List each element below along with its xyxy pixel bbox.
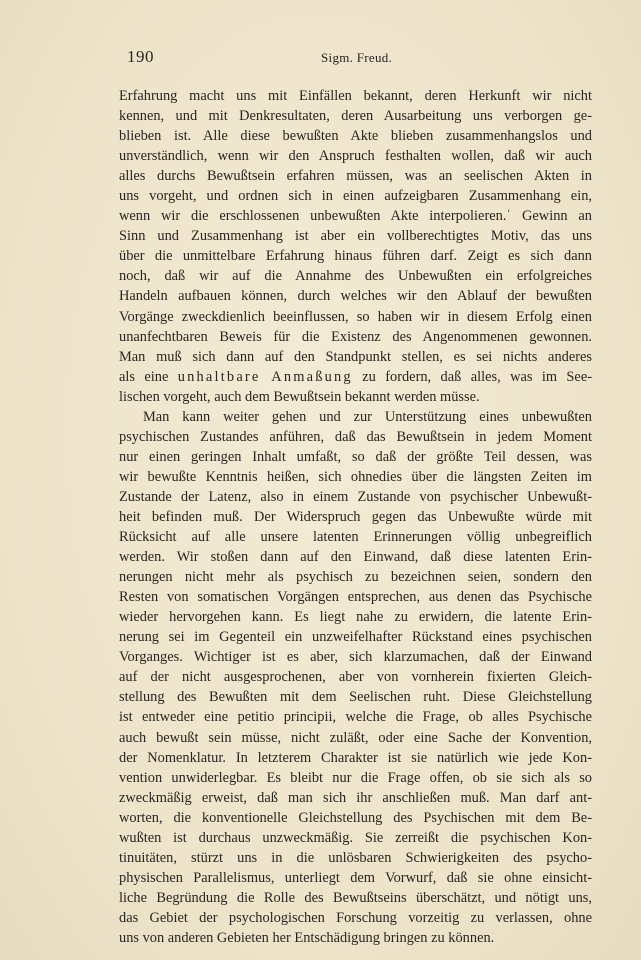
page-number: 190 [127,47,154,66]
text-line: über die unmittelbare Erfahrung hinaus führen darf. Zeigt es sich dann [119,248,592,265]
text-line: das Gebiet der psychologischen Forschung vorzeitig zu verlassen, ohne [119,909,592,926]
text-line: blieben ist. Alle diese bewußten Akte blieben zusammenhangslos und [119,128,592,145]
text-line: wir bewußte Kenntnis heißen, sich ohnedies über die längsten Zeiten im [119,468,592,485]
text-segment: zu fordern, daß alles, was im See- [352,368,593,385]
text-line: werden. Wir stoßen dann auf den Einwand, daß diese latenten Erin- [119,549,592,566]
text-line: wieder hervorgehen kann. Es liegt nahe zu erwidern, die latente Erin- [119,609,592,626]
text-line: der Nomenklatur. In letzterem Charakter ist sie natürlich wie jede Kon- [119,749,592,766]
text-line: psychischen Zustandes anführen, daß das Bewußtsein in jedem Moment [119,428,592,445]
text-line: Zustande der Latenz, also in einem Zustande von psychischer Unbewußt- [119,488,592,505]
text-line: Erfahrung macht uns mit Einfällen bekannt, deren Herkunft wir nicht [119,88,592,104]
paragraph-start-line: Man kann weiter gehen und zur Unterstützung eines unbewußten [143,408,592,425]
body-text [119,86,592,948]
text-line: Rücksicht auf alle unsere latenten Erinnerungen völlig unbegreiflich [119,529,592,546]
text-line: vention unwiderlegbar. Es bleibt nur die Frage offen, ob sie sich als so [119,769,592,786]
text-line: ist entweder eine petitio principii, welche die Frage, ob alles Psychische [119,709,592,726]
text-line: unverständlich, wenn wir den Anspruch festhalten wollen, daß wir auch [119,148,592,165]
text-line: Vorgänge zweckdienlich beeinflussen, so haben wir in diesem Erfolg einen [119,308,592,325]
text-line: Sinn und Zusammenhang ist aber ein vollberechtigtes Motiv, das uns [119,228,592,245]
text-line: wußten ist durchaus unzweckmäßig. Sie zerreißt die psychischen Kon- [119,829,592,846]
text-line: worten, die konventionelle Gleichstellung des Psychischen mit dem Be- [119,809,592,826]
text-line: stellung des Bewußten mit dem Seelischen ruht. Diese Gleichstellung [119,689,592,706]
text-segment: als eine [119,368,178,385]
text-line: wenn wir die erschlossenen unbewußten Akte interpolieren.ˈ Gewinn an [119,208,592,225]
text-line: liche Begründung die Rolle des Bewußtseins überschätzt, und nötigt uns, [119,889,592,906]
paragraph-end-line: lischen vorgeht, auch dem Bewußtsein bekannt werden müsse. [119,388,480,405]
text-line: nerung sei im Gegenteil ein unzweifelhafter Rückstand eines psychischen [119,629,592,646]
text-line: uns vorgeht, und ordnen sich in einen aufzeigbaren Zusammenhang ein, [119,188,592,205]
paragraph-end-line: uns von anderen Gebieten her Entschädigung bringen zu können. [119,929,495,946]
text-line: noch, daß wir auf die Annahme des Unbewußten ein erfolgreiches [119,268,592,285]
text-line: physischen Parallelismus, unterliegt dem Vorwurf, daß sie ohne einsicht- [119,869,592,886]
text-line: heit befinden muß. Der Widerspruch gegen das Unbewußte würde mit [119,508,592,525]
text-line: Handeln aufbauen können, durch welches wir den Ablauf der bewußten [119,288,592,305]
text-line: Vorganges. Wichtiger ist es aber, sich klarzumachen, daß der Einwand [119,649,592,666]
text-line: unanfechtbaren Beweis für die Existenz des Angenommenen gewonnen. [119,328,592,345]
text-line: alles durchs Bewußtsein erfahren müssen, was an seelischen Akten in [119,168,592,185]
text-line: zweckmäßig erweist, daß man sich ihr anschließen muß. Man darf ant- [119,789,592,806]
text-line: Man muß sich dann auf den Standpunkt stellen, es sei nichts anderes [119,348,592,365]
page-header [127,47,597,71]
text-line: auf der nicht ausgesprochenen, aber von vornherein fixierten Gleich- [119,669,592,686]
text-line: tinuitäten, stürzt uns in die unlösbaren Schwierigkeiten des psycho- [119,849,592,866]
text-line: nur einen geringen Inhalt umfaßt, so daß der größte Teil dessen, was [119,448,592,465]
spaced-emphasis: unhaltbare Anmaßung [177,368,353,385]
text-line-emphasis [119,367,592,387]
running-head: Sigm. Freud. [321,50,393,65]
text-line: Resten von somatischen Vorgängen entsprechen, aus denen das Psychische [119,589,592,606]
text-line: nerungen nicht mehr als psychisch zu bezeichnen seien, sondern den [119,569,592,586]
text-line: auch bewußt sein müsse, nicht zuläßt, oder eine Sache der Konvention, [119,729,592,746]
text-line: kennen, und mit Denkresultaten, deren Ausarbeitung uns verborgen ge- [119,108,592,125]
